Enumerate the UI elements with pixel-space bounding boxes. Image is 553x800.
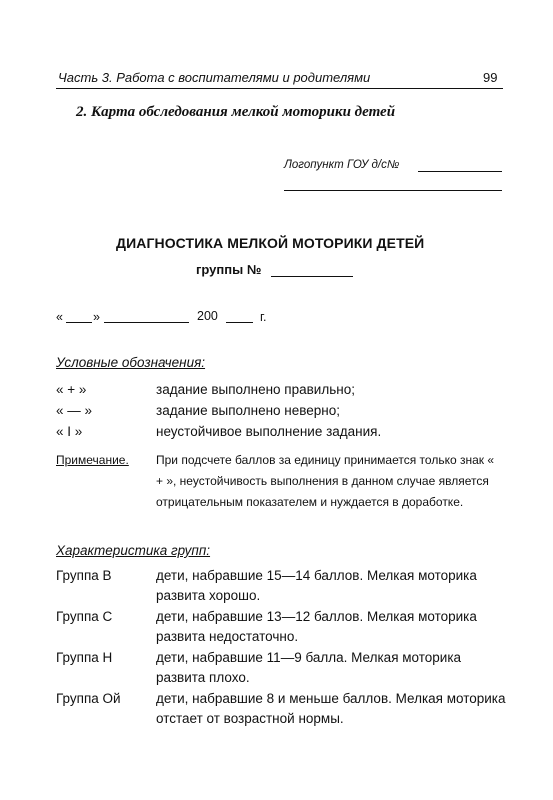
legend-description: задание выполнено неверно; bbox=[156, 403, 341, 418]
group-name: Группа Н bbox=[56, 650, 113, 665]
logopunkt-fill-line-2 bbox=[284, 190, 502, 191]
group-description: дети, набравшие 13—12 баллов. Мелкая моторика развита недостаточно. bbox=[156, 609, 477, 644]
groups-heading: Характеристика групп: bbox=[56, 543, 211, 558]
legend-code: « I » bbox=[56, 424, 83, 439]
group-name: Группа С bbox=[56, 609, 113, 624]
header-divider bbox=[56, 88, 503, 89]
legend-description: неустойчивое выполнение задания. bbox=[156, 424, 382, 439]
legend-description: задание выполнено правильно; bbox=[156, 382, 355, 397]
running-header-title: Часть 3. Работа с воспитателями и родителями bbox=[58, 70, 371, 85]
legend-code: « — » bbox=[56, 403, 93, 418]
page-number: 99 bbox=[483, 70, 498, 85]
date-month-line bbox=[104, 322, 189, 323]
group-description: дети, набравшие 15—14 баллов. Мелкая моторика развита хорошо. bbox=[156, 568, 477, 603]
date-year-suffix: г. bbox=[260, 310, 267, 324]
date-year-prefix: 200 bbox=[197, 309, 218, 323]
date-year-line bbox=[226, 322, 253, 323]
date-open-quote: « bbox=[56, 310, 63, 324]
legend-heading: Условные обозначения: bbox=[56, 355, 206, 370]
logopunkt-fill-line bbox=[418, 171, 502, 172]
section-title: 2. Карта обследования мелкой моторики детей bbox=[76, 104, 396, 120]
group-number-label: группы № bbox=[196, 262, 262, 277]
group-name: Группа В bbox=[56, 568, 112, 583]
legend-code: « + » bbox=[56, 382, 87, 397]
date-close-quote: » bbox=[93, 310, 100, 324]
group-number-fill-line bbox=[271, 276, 353, 277]
group-description: дети, набравшие 8 и меньше баллов. Мелкая моторика отстает от возрастной нормы. bbox=[156, 691, 506, 726]
group-description: дети, набравшие 11—9 балла. Мелкая моторика развита плохо. bbox=[156, 650, 462, 685]
date-day-line bbox=[66, 322, 92, 323]
group-name: Группа Ой bbox=[56, 691, 121, 706]
document-main-title: ДИАГНОСТИКА МЕЛКОЙ МОТОРИКИ ДЕТЕЙ bbox=[116, 235, 425, 251]
note-label: Примечание. bbox=[56, 453, 129, 467]
logopunkt-label: Логопункт ГОУ д/с№ bbox=[284, 159, 400, 171]
note-text: При подсчете баллов за единицу принимается только знак « + », неустойчивость выполнения в данном случае является отрицательным показателем и нуждается в доработке. bbox=[156, 453, 495, 509]
